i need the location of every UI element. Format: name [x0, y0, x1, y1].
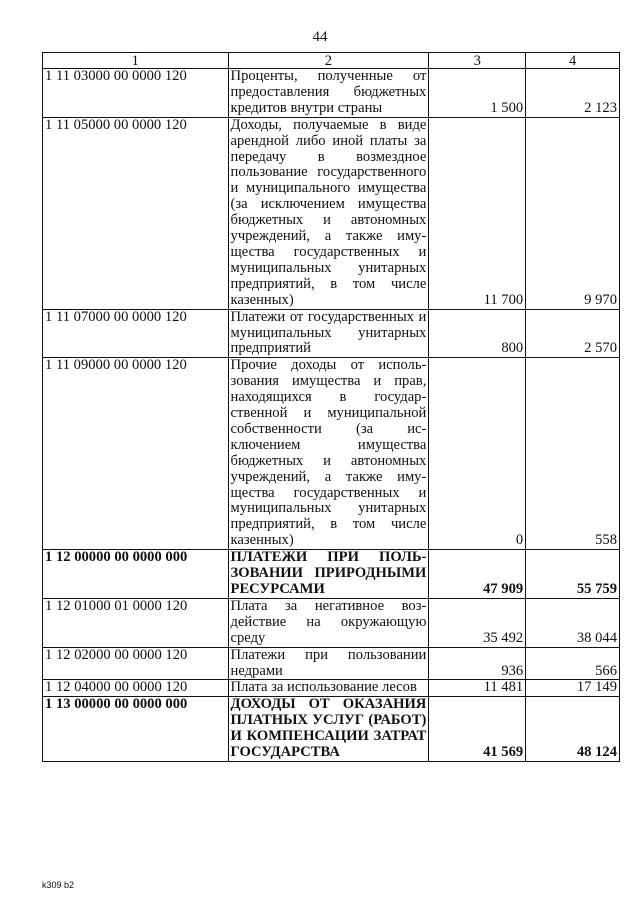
table-row [43, 647, 620, 680]
row-name: Платежи при пользовании недрами [228, 647, 429, 680]
row-value-col3: 800 [429, 309, 526, 358]
row-name: ДОХОДЫ ОТ ОКАЗАНИЯ ПЛАТНЫХ УСЛУГ (РАБОТ) И КОМПЕНСАЦИИ ЗАТРАТ ГОСУДАРСТВА [228, 697, 429, 762]
row-value-col3: 11 481 [429, 680, 526, 697]
header-row [43, 53, 620, 69]
budget-revenue-table [42, 52, 620, 762]
row-code: 1 13 00000 00 0000 000 [43, 697, 229, 762]
table-row [43, 309, 620, 358]
row-name: Плата за использование лесов [228, 680, 429, 697]
row-value-col4: 9 970 [526, 117, 620, 309]
row-name: Платежи от государственных и муниципальных унитарных предприятий [228, 309, 429, 358]
row-code: 1 11 03000 00 0000 120 [43, 69, 229, 118]
header-col-4: 4 [526, 53, 620, 69]
row-code: 1 12 01000 01 0000 120 [43, 598, 229, 647]
row-value-col4: 2 570 [526, 309, 620, 358]
row-value-col3: 0 [429, 358, 526, 550]
table-row [43, 117, 620, 309]
row-name: Проценты, полученные от предоставления бюджетных кредитов внутри страны [228, 69, 429, 118]
header-col-1: 1 [43, 53, 229, 69]
table-row [43, 598, 620, 647]
row-value-col4: 17 149 [526, 680, 620, 697]
page-number: 44 [312, 29, 328, 45]
row-name: Плата за негативное воздействие на окружающую среду [228, 598, 429, 647]
table-row [43, 358, 620, 550]
row-code: 1 12 02000 00 0000 120 [43, 647, 229, 680]
row-name: Доходы, получаемые в виде арендной либо иной платы за передачу в возмездное пользование государственного и муниципального имущества (за исключением имущества бюджетных и автономных учреждений, а также имущества государственных и муниципальных унитарных предприятий, в том числе казенных) [228, 117, 429, 309]
row-name: ПЛАТЕЖИ ПРИ ПОЛЬЗОВАНИИ ПРИРОДНЫМИ РЕСУРСАМИ [228, 550, 429, 599]
row-value-col4: 566 [526, 647, 620, 680]
row-code: 1 12 00000 00 0000 000 [43, 550, 229, 599]
row-value-col3: 11 700 [429, 117, 526, 309]
row-name: Прочие доходы от использования имущества и прав, находящихся в государственной и муниципальной собственности (за исключением имущества бюджетных и автономных учреждений, а также имущества государственных и муниципальных унитарных предприятий, в том числе казенных) [228, 358, 429, 550]
row-value-col3: 47 909 [429, 550, 526, 599]
row-value-col4: 558 [526, 358, 620, 550]
document-footer-code: k309 b2 [42, 880, 75, 890]
header-col-3: 3 [429, 53, 526, 69]
row-code: 1 11 09000 00 0000 120 [43, 358, 229, 550]
row-code: 1 11 05000 00 0000 120 [43, 117, 229, 309]
table-row [43, 69, 620, 118]
row-value-col3: 41 569 [429, 697, 526, 762]
header-col-2: 2 [228, 53, 429, 69]
row-value-col3: 1 500 [429, 69, 526, 118]
table-row-section [43, 697, 620, 762]
row-code: 1 11 07000 00 0000 120 [43, 309, 229, 358]
row-value-col3: 936 [429, 647, 526, 680]
table-row-section [43, 550, 620, 599]
table-row [43, 680, 620, 697]
row-value-col4: 38 044 [526, 598, 620, 647]
row-code: 1 12 04000 00 0000 120 [43, 680, 229, 697]
row-value-col4: 55 759 [526, 550, 620, 599]
row-value-col3: 35 492 [429, 598, 526, 647]
row-value-col4: 2 123 [526, 69, 620, 118]
row-value-col4: 48 124 [526, 697, 620, 762]
